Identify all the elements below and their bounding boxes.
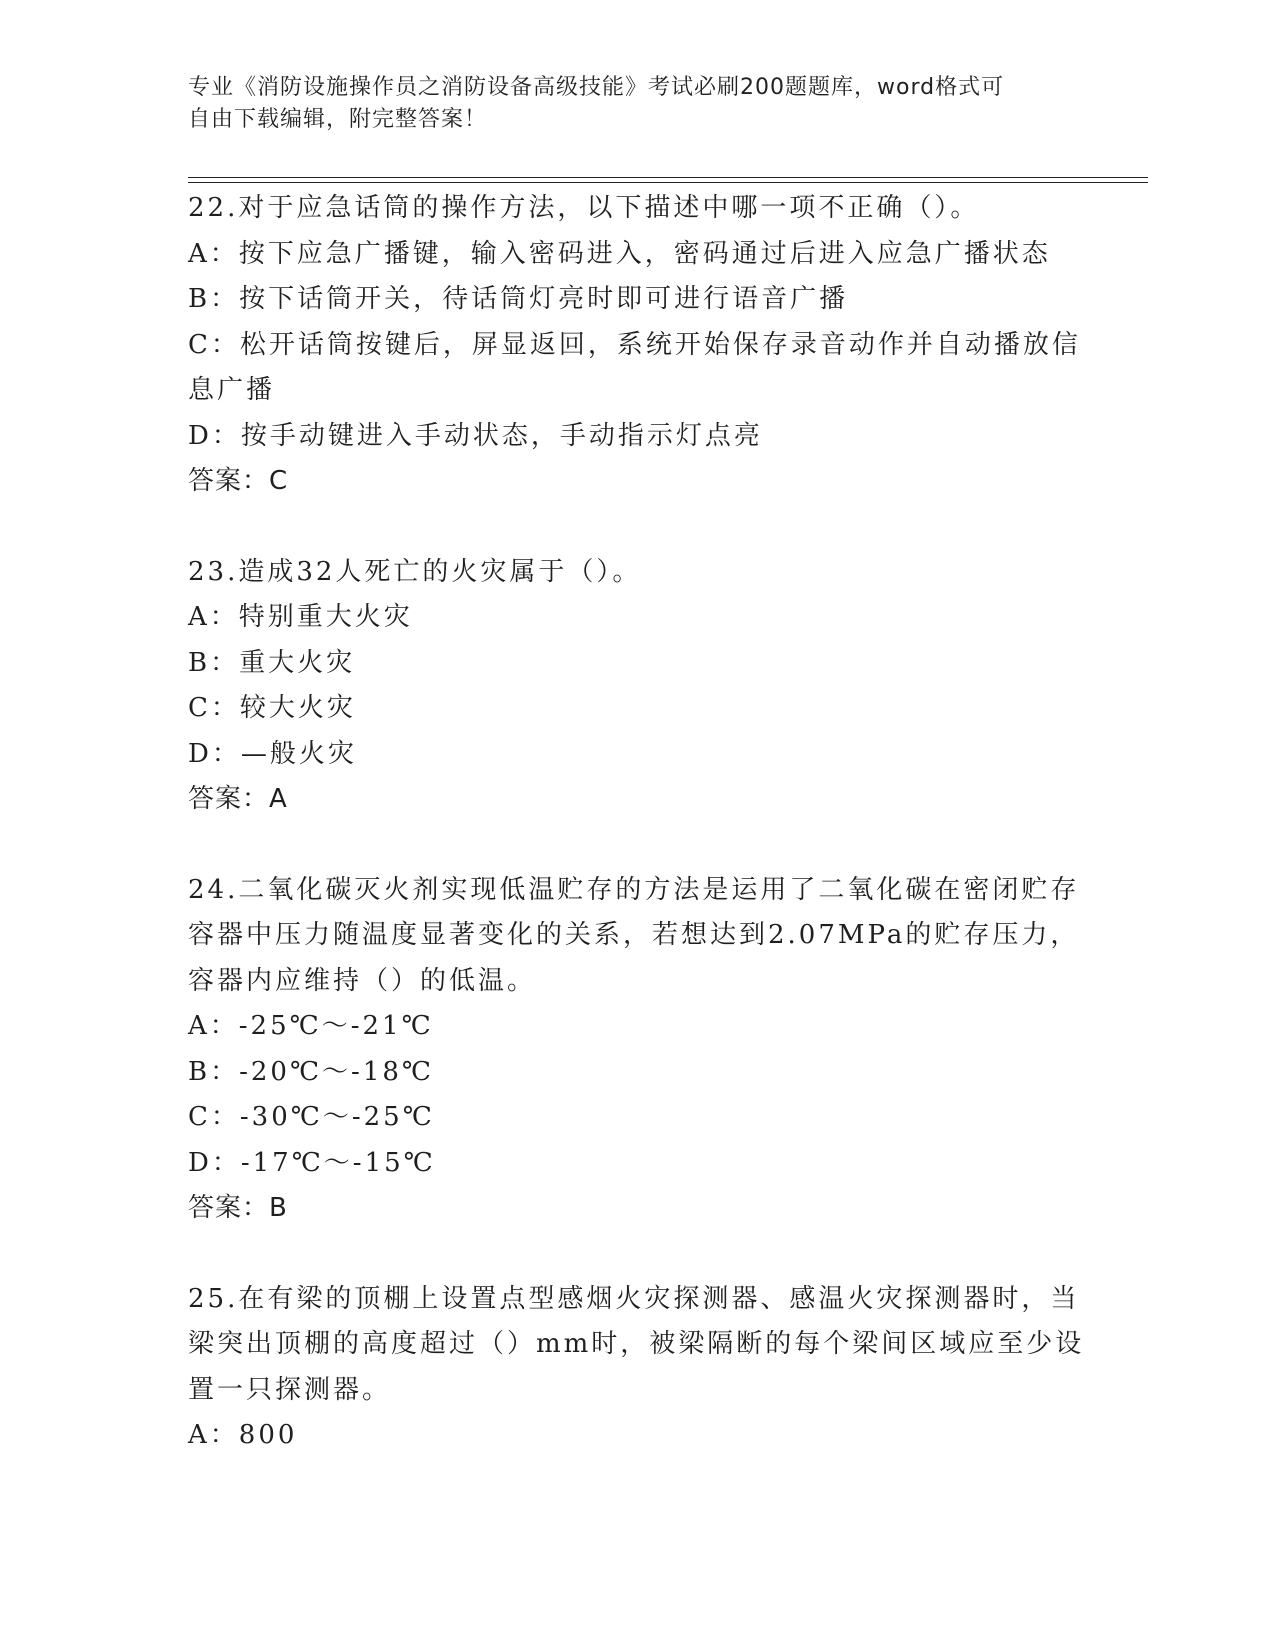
option-c: C：松开话筒按键后，屏显返回，系统开始保存录音动作并自动播放信 — [188, 329, 1081, 360]
question-stem-line-3: 置一只探测器。 — [188, 1374, 392, 1405]
option-a: A：按下应急广播键，输入密码进入，密码通过后进入应急广播状态 — [188, 238, 1051, 269]
option-b: B：重大火灾 — [188, 647, 356, 678]
question-23 — [188, 550, 1088, 823]
question-stem: 22.对于应急话筒的操作方法，以下描述中哪一项不正确（）。 — [188, 193, 980, 223]
question-stem-line-1: 24.二氧化碳灭火剂实现低温贮存的方法是运用了二氧化碳在密闭贮存 — [188, 874, 1080, 905]
option-d: D：—般火灾 — [188, 738, 357, 769]
question-25 — [188, 1277, 1088, 1459]
answer: 答案：C — [188, 466, 289, 496]
header-rule-bottom — [188, 182, 1148, 183]
answer: 答案：A — [188, 784, 288, 814]
question-24 — [188, 868, 1088, 1232]
option-c: C：较大火灾 — [188, 693, 356, 723]
page-header — [188, 72, 1068, 136]
question-stem-line-2: 梁突出顶棚的高度超过（）mm时，被梁隔断的每个梁间区域应至少设 — [188, 1329, 1085, 1359]
option-c: C：-30℃～-25℃ — [188, 1102, 435, 1132]
question-stem-line-3: 容器内应维持（）的低温。 — [188, 965, 537, 996]
question-list — [188, 186, 1088, 1459]
header-rule-top — [188, 177, 1148, 178]
option-a: A：800 — [188, 1420, 298, 1450]
question-22 — [188, 186, 1088, 505]
option-d: D：按手动键进入手动状态，手动指示灯点亮 — [188, 420, 763, 451]
answer: 答案：B — [188, 1193, 288, 1223]
option-d: D：-17℃～-15℃ — [188, 1147, 436, 1178]
option-a: A：-25℃～-21℃ — [188, 1011, 434, 1041]
option-c-continued: 息广播 — [188, 375, 276, 405]
question-stem-line-2: 容器中压力随温度显著变化的关系，若想达到2.07MPa的贮存压力， — [188, 920, 1080, 950]
header-line-2: 自由下载编辑，附完整答案！ — [188, 107, 488, 132]
question-stem-line-1: 25.在有梁的顶棚上设置点型感烟火灾探测器、感温火灾探测器时，当 — [188, 1283, 1080, 1314]
option-b: B：按下话筒开关，待话筒灯亮时即可进行语音广播 — [188, 284, 849, 314]
question-stem: 23.造成32人死亡的火灾属于（）。 — [188, 556, 642, 587]
header-line-1: 专业《消防设施操作员之消防设备高级技能》考试必刷200题题库，word格式可 — [188, 75, 1005, 100]
option-a: A：特别重大火灾 — [188, 602, 413, 632]
option-b: B：-20℃～-18℃ — [188, 1056, 435, 1087]
